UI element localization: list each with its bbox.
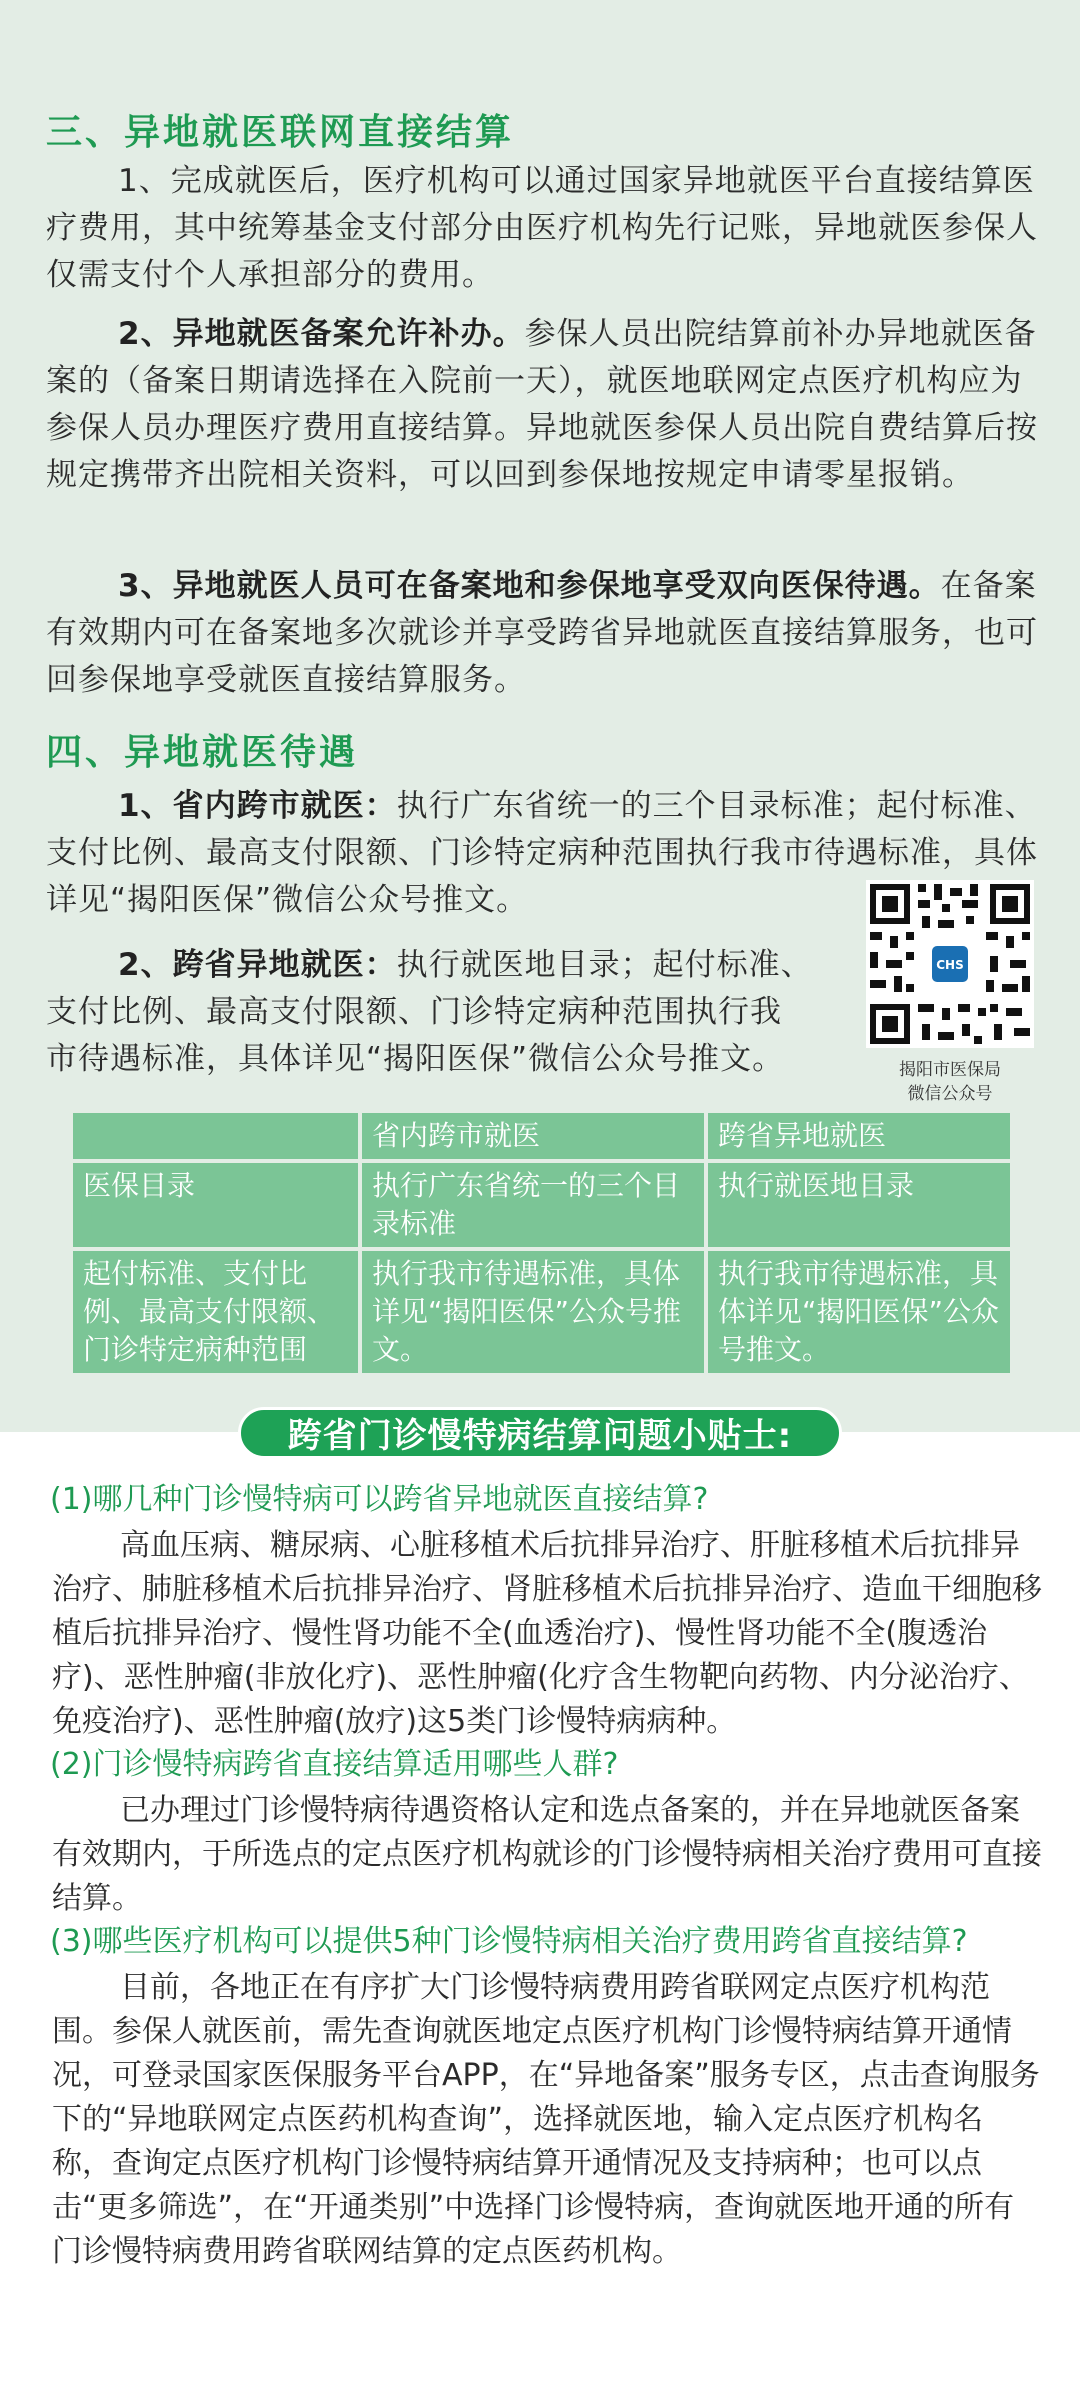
answer-2: 已办理过门诊慢特病待遇资格认定和选点备案的，并在异地就医备案有效期内，于所选点的定点医疗机构就诊的门诊慢特病相关治疗费用可直接结算。 — [52, 1793, 1042, 1916]
table-cell: 执行我市待遇标准，具体详见“揭阳医保”公众号推文。 — [360, 1249, 706, 1375]
paragraph-3-body: 在备案有效期内可在备案地多次就诊并享受跨省异地就医直接结算服务，也可回参保地享受就医直接结算服务。 — [46, 568, 1038, 698]
table-header-cell: 省内跨市就医 — [360, 1111, 706, 1161]
section-4-paragraph-2 — [46, 942, 866, 1083]
answer-1: 高血压病、糖尿病、心脏移植术后抗排异治疗、肝脏移植术后抗排异治疗、肺脏移植术后抗排异治疗、肾脏移植术后抗排异治疗、造血干细胞移植后抗排异治疗、慢性肾功能不全(血透治疗)、慢性肾功能不全(腹透治疗)、恶性肿瘤(非放化疗)、恶性肿瘤(化疗含生物靶向药物、内分泌治疗、免疫治疗)、恶性肿瘤(放疗)这5类门诊慢特病病种。 — [52, 1528, 1042, 1739]
table-cell: 起付标准、支付比例、最高支付限额、门诊特定病种范围 — [71, 1249, 360, 1375]
table-header-row — [71, 1111, 1012, 1161]
section-4-title: 四、异地就医待遇 — [46, 732, 359, 773]
section-4-p1-lead: 1、省内跨市就医： — [118, 788, 397, 824]
section-3-paragraph-2 — [46, 311, 1044, 499]
paragraph-2-lead: 2、异地就医备案允许补办。 — [118, 316, 525, 352]
qr-code-image — [866, 880, 1034, 1048]
table-header-cell: 跨省异地就医 — [706, 1111, 1012, 1161]
paragraph-2-body: 参保人员出院结算前补办异地就医备案的（备案日期请选择在入院前一天），就医地联网定点医疗机构应为参保人员办理医疗费用直接结算。异地就医参保人员出院自费结算后按规定携带齐出院相关资料，可以回到参保地按规定申请零星报销。 — [46, 316, 1038, 493]
table-cell: 执行就医地目录 — [706, 1161, 1012, 1249]
tips-title-banner: 跨省门诊慢特病结算问题小贴士: — [238, 1407, 842, 1459]
paragraph-3-lead: 3、异地就医人员可在备案地和参保地享受双向医保待遇。 — [118, 568, 941, 604]
section-4-p1-body: 执行广东省统一的三个目录标准；起付标准、支付比例、最高支付限额、门诊特定病种范围执行我市待遇标准，具体详见“揭阳医保”微信公众号推文。 — [46, 788, 1038, 918]
table-row — [71, 1249, 1012, 1375]
qr-caption-line-2: 微信公众号 — [907, 1084, 993, 1104]
table-cell: 执行我市待遇标准，具体详见“揭阳医保”公众号推文。 — [706, 1249, 1012, 1375]
qr-code-icon — [866, 880, 1034, 1048]
answer-3: 目前，各地正在有序扩大门诊慢特病费用跨省联网定点医疗机构范围。参保人就医前，需先查询就医地定点医疗机构门诊慢特病结算开通情况，可登录国家医保服务平台APP，在“异地备案”服务专区，点击查询服务下的“异地联网定点医药机构查询”，选择就医地，输入定点医疗机构名称，查询定点医疗机构门诊慢特病结算开通情况及支持病种；也可以点击“更多筛选”，在“开通类别”中选择门诊慢特病，查询就医地开通的所有门诊慢特病费用跨省联网结算的定点医药机构。 — [52, 1970, 1040, 2269]
table-cell: 执行广东省统一的三个目录标准 — [360, 1161, 706, 1249]
benefits-table — [69, 1109, 1014, 1377]
qr-logo-text: CHS — [936, 958, 964, 972]
section-4-p2-line-1: 执行就医地目录；起付标准、 — [396, 947, 813, 983]
qr-caption-line-1: 揭阳市医保局 — [899, 1060, 1001, 1080]
section-4-p2-lead: 2、跨省异地就医： — [118, 947, 397, 983]
table-row — [71, 1161, 1012, 1249]
section-4-p2-line-3: 市待遇标准，具体详见“揭阳医保”微信公众号推文。 — [46, 1041, 785, 1077]
question-3: (3)哪些医疗机构可以提供5种门诊慢特病相关治疗费用跨省直接结算? — [50, 1924, 968, 1959]
question-2: (2)门诊慢特病跨省直接结算适用哪些人群? — [50, 1747, 619, 1782]
section-4-p2-line-2: 支付比例、最高支付限额、门诊特定病种范围执行我 — [46, 994, 782, 1030]
section-3-title: 三、异地就医联网直接结算 — [46, 112, 515, 153]
table-cell: 医保目录 — [71, 1161, 360, 1249]
table-header-cell — [71, 1111, 360, 1161]
question-1: (1)哪几种门诊慢特病可以跨省异地就医直接结算? — [50, 1482, 709, 1517]
qr-caption — [870, 1058, 1030, 1106]
section-3-paragraph-3 — [46, 563, 1044, 704]
section-3-paragraph-1: 1、完成就医后，医疗机构可以通过国家异地就医平台直接结算医疗费用，其中统筹基金支付部分由医疗机构先行记账，异地就医参保人仅需支付个人承担部分的费用。 — [46, 163, 1038, 293]
